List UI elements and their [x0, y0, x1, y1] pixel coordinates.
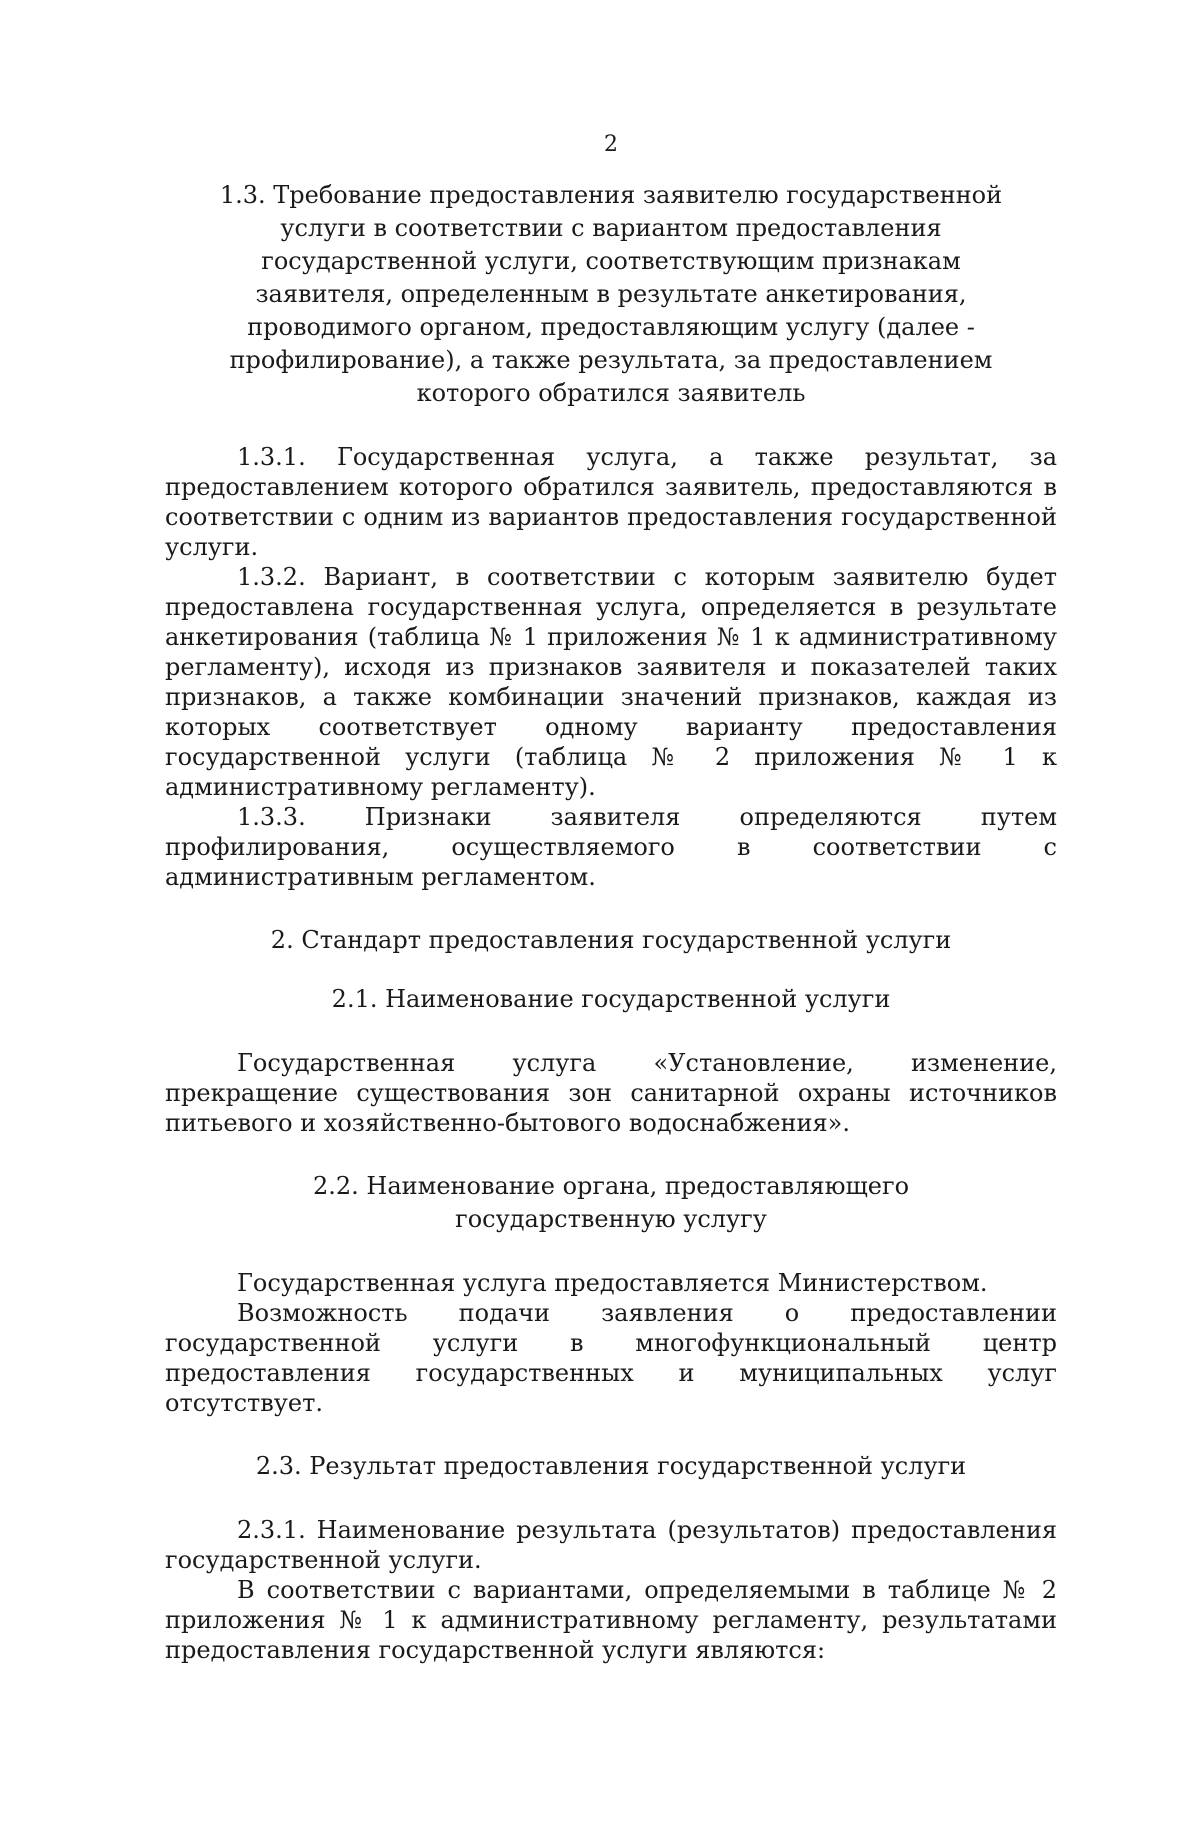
paragraph-2-2-1: Государственная услуга предоставляется Министерством.	[237, 1269, 988, 1297]
section-2-heading: 2. Стандарт предоставления государственной услуги	[270, 926, 952, 954]
page-number: 2	[604, 132, 618, 157]
paragraph-2-3-2: В соответствии с вариантами, определяемыми в таблице № 2 приложения № 1 к административному регламенту, результатами предоставления государственной услуги являются:	[165, 1576, 1057, 1664]
paragraph-1-3-1: 1.3.1. Государственная услуга, а также результат, за предоставлением которого обратился заявитель, предоставляются в соответствии с одним из вариантов предоставления государственной услуги.	[165, 443, 1057, 561]
section-2-3-heading: 2.3. Результат предоставления государственной услуги	[255, 1452, 967, 1480]
document-page	[0, 132, 1200, 1829]
paragraph-1-3-3: 1.3.3. Признаки заявителя определяются путем профилирования, осуществляемого в соответствии с административным регламентом.	[165, 803, 1057, 891]
section-1-3-heading: 1.3. Требование предоставления заявителю государственной услуги в соответствии с вариантом предоставления государственной услуги, соответствующим признакам заявителя, определенным в результате анкетирования, проводимого органом, предоставляющим услугу (далее - профилирование), а также результата, за предоставлением которого обратился заявитель	[219, 181, 1003, 407]
section-2-2-heading-line2: государственную услугу	[455, 1205, 767, 1233]
section-2-2-heading-line1: 2.2. Наименование органа, предоставляющего	[312, 1172, 910, 1200]
paragraph-2-2-2: Возможность подачи заявления о предоставлении государственной услуги в многофункциональный центр предоставления государственных и муниципальных услуг отсутствует.	[165, 1299, 1057, 1417]
paragraph-2-1: Государственная услуга «Установление, изменение, прекращение существования зон санитарной охраны источников питьевого и хозяйственно-бытового водоснабжения».	[165, 1049, 1057, 1137]
section-2-1-heading: 2.1. Наименование государственной услуги	[331, 985, 891, 1013]
paragraph-1-3-2: 1.3.2. Вариант, в соответствии с которым заявителю будет предоставлена государственная услуга, определяется в результате анкетирования (таблица № 1 приложения № 1 к административному регламенту), исходя из признаков заявителя и показателей таких признаков, а также комбинации значений признаков, каждая из которых соответствует одному варианту предоставления государственной услуги (таблица № 2 приложения № 1 к административному регламенту).	[165, 563, 1057, 801]
paragraph-2-3-1: 2.3.1. Наименование результата (результатов) предоставления государственной услуги.	[165, 1516, 1057, 1574]
